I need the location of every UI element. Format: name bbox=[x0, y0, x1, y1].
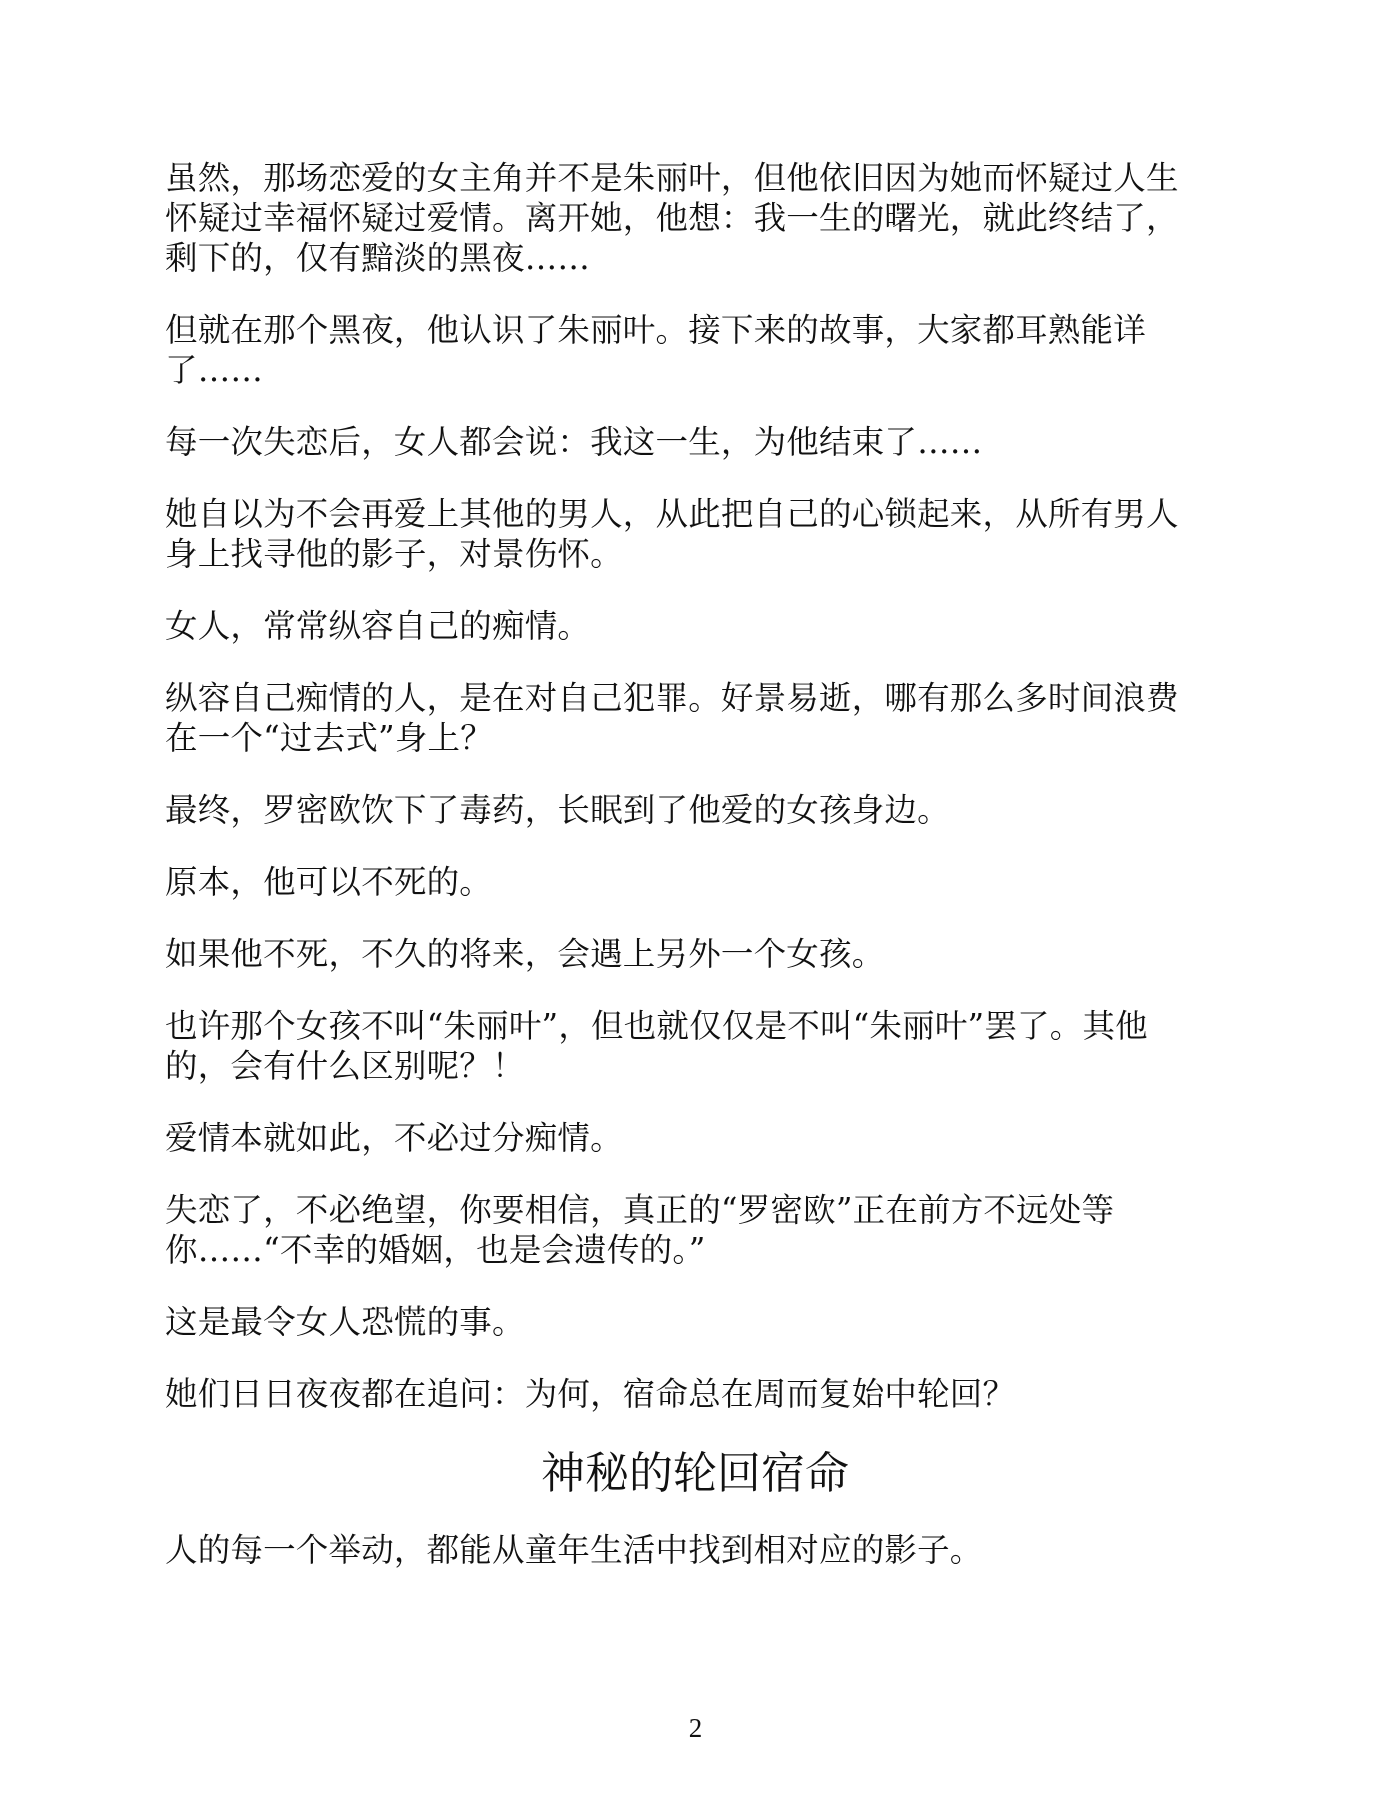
text-line: 但就在那个黑夜，他认识了朱丽叶。接下来的故事，大家都耳熟能详 bbox=[165, 311, 1147, 349]
page-number: 2 bbox=[688, 1713, 703, 1743]
text-line: 纵容自己痴情的人，是在对自己犯罪。好景易逝，哪有那么多时间浪费 bbox=[165, 679, 1179, 717]
text-line: 如果他不死，不久的将来，会遇上另外一个女孩。 bbox=[165, 935, 885, 973]
paragraph bbox=[165, 606, 1225, 646]
paragraph bbox=[165, 790, 1225, 830]
paragraph bbox=[165, 934, 1225, 974]
text-line: 原本，他可以不死的。 bbox=[165, 863, 493, 901]
text-line: 虽然，那场恋爱的女主角并不是朱丽叶，但他依旧因为她而怀疑过人生 bbox=[165, 159, 1179, 197]
text-line: 人的每一个举动，都能从童年生活中找到相对应的影子。 bbox=[165, 1531, 983, 1569]
text-line: 了…… bbox=[165, 351, 264, 389]
text-line: 怀疑过幸福怀疑过爱情。离开她，他想：我一生的曙光，就此终结了， bbox=[165, 199, 1179, 237]
body-text bbox=[165, 158, 1225, 1602]
text-line: 你……“不幸的婚姻，也是会遗传的。” bbox=[165, 1231, 706, 1269]
paragraph bbox=[165, 1006, 1225, 1086]
text-line: 她自以为不会再爱上其他的男人，从此把自己的心锁起来，从所有男人 bbox=[165, 495, 1179, 533]
paragraph bbox=[165, 1302, 1225, 1342]
paragraph bbox=[165, 422, 1225, 462]
text-line: 最终，罗密欧饮下了毒药，长眠到了他爱的女孩身边。 bbox=[165, 791, 950, 829]
text-line: 失恋了，不必绝望，你要相信，真正的“罗密欧”正在前方不远处等 bbox=[165, 1191, 1115, 1229]
paragraph bbox=[165, 1118, 1225, 1158]
paragraph bbox=[165, 1190, 1225, 1270]
text-line: 这是最令女人恐慌的事。 bbox=[165, 1303, 525, 1341]
text-line: 每一次失恋后，女人都会说：我这一生，为他结束了…… bbox=[165, 423, 983, 461]
paragraph bbox=[165, 310, 1225, 390]
text-line: 爱情本就如此，不必过分痴情。 bbox=[165, 1119, 623, 1157]
text-line: 女人，常常纵容自己的痴情。 bbox=[165, 607, 591, 645]
text-line: 她们日日夜夜都在追问：为何，宿命总在周而复始中轮回？ bbox=[165, 1375, 1016, 1413]
text-line: 也许那个女孩不叫“朱丽叶”，但也就仅仅是不叫“朱丽叶”罢了。其他 bbox=[165, 1007, 1148, 1045]
paragraph bbox=[165, 1530, 1225, 1570]
text-line: 在一个“过去式”身上？ bbox=[165, 719, 493, 757]
paragraph bbox=[165, 494, 1225, 574]
text-line: 剩下的，仅有黯淡的黑夜…… bbox=[165, 239, 591, 277]
paragraph bbox=[165, 678, 1225, 758]
paragraph bbox=[165, 1374, 1225, 1414]
section-heading: 神秘的轮回宿命 bbox=[541, 1448, 849, 1499]
text-line: 的，会有什么区别呢？！ bbox=[165, 1047, 525, 1085]
paragraph bbox=[165, 862, 1225, 902]
paragraph bbox=[165, 158, 1225, 278]
text-line: 身上找寻他的影子，对景伤怀。 bbox=[165, 535, 623, 573]
